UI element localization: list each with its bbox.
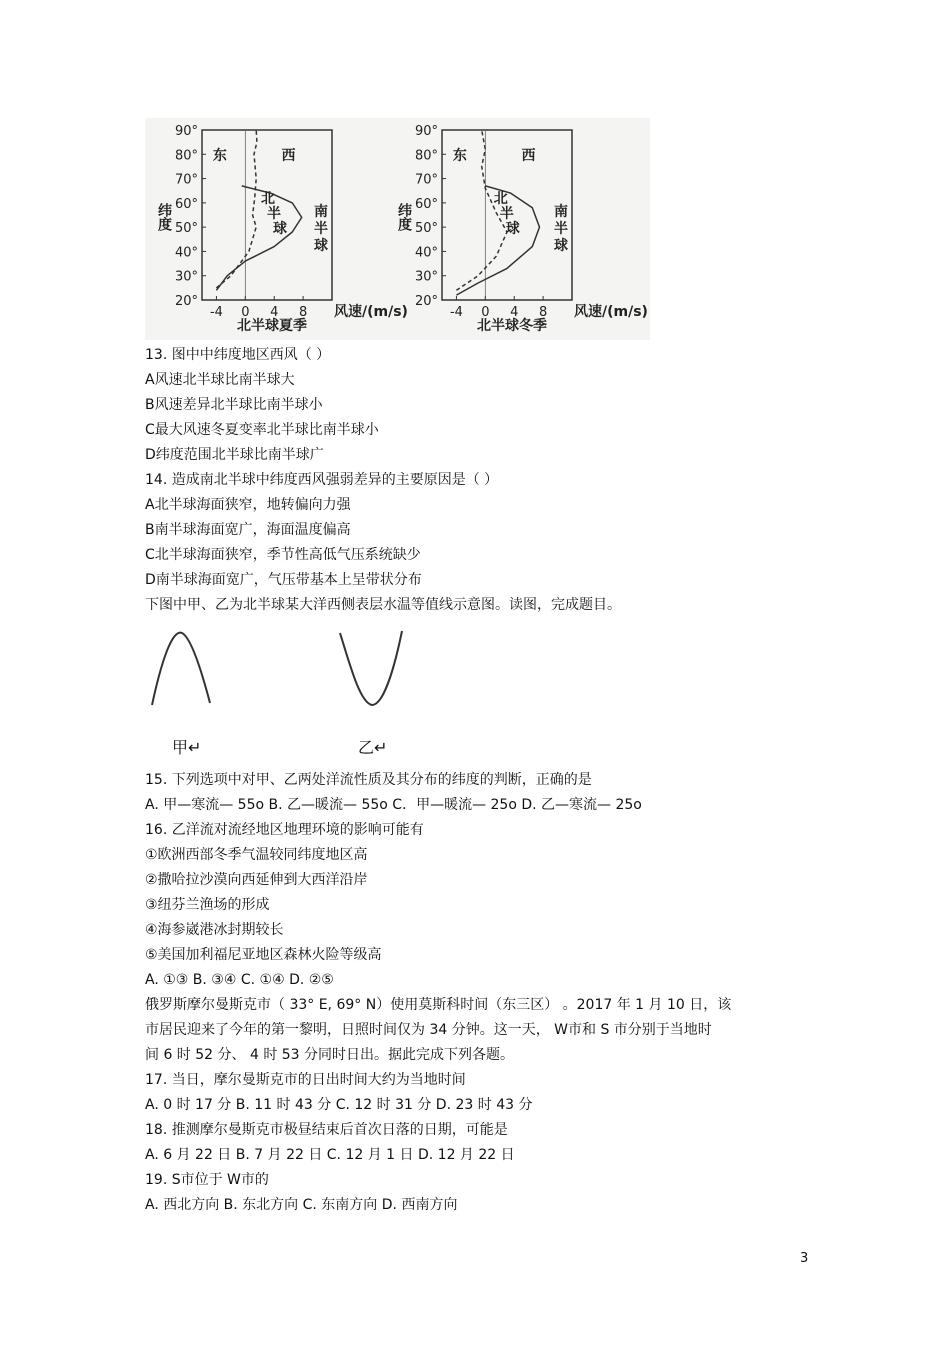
northern-hemisphere-label: 球 bbox=[273, 221, 287, 237]
x-tick-label: 4 bbox=[270, 305, 279, 320]
text-line: D南半球海面宽广，气压带基本上呈带状分布 bbox=[145, 572, 422, 588]
y-tick-label: 90° bbox=[414, 124, 438, 139]
x-tick-label: -4 bbox=[209, 305, 223, 320]
northern-hemisphere-label: 北 bbox=[493, 191, 508, 207]
yi-isotherm-curve bbox=[340, 631, 402, 705]
y-tick-label: 80° bbox=[414, 148, 438, 164]
yi-label: 乙↵ bbox=[358, 738, 388, 757]
southern-hemisphere-line bbox=[216, 186, 301, 290]
text-line: A. 甲—寒流— 55o B. 乙—暖流— 55o C．甲—暖流— 25o D. 乙—寒流— 25o bbox=[145, 797, 642, 813]
text-line: D纬度范围北半球比南半球广 bbox=[145, 447, 324, 463]
text-line: B南半球海面宽广，海面温度偏高 bbox=[145, 522, 351, 538]
text-line: 市居民迎来了今年的第一黎明，日照时间仅为 34 分钟。这一天， W市和 S 市分别于当地时 bbox=[145, 1022, 712, 1038]
jia-label: 甲↵ bbox=[172, 738, 202, 757]
text-line: ④海参崴港冰封期较长 bbox=[145, 922, 284, 938]
y-tick-label: 50° bbox=[174, 221, 198, 237]
y-tick-label: 60° bbox=[174, 196, 198, 212]
text-line: 13. 图中中纬度地区西风（ ） bbox=[145, 347, 331, 363]
east-label: 东 bbox=[452, 148, 467, 164]
text-line: A风速北半球比南半球大 bbox=[145, 372, 295, 388]
text-line: 18. 推测摩尔曼斯克市极昼结束后首次日落的日期，可能是 bbox=[145, 1122, 508, 1138]
y-tick-label: 20° bbox=[174, 294, 198, 309]
text-line: 16. 乙洋流对流经地区地理环境的影响可能有 bbox=[145, 822, 424, 838]
x-tick-label: -4 bbox=[449, 305, 463, 320]
y-tick-label: 70° bbox=[174, 172, 198, 188]
text-line: A. 0 时 17 分 B. 11 时 43 分 C. 12 时 31 分 D. 23 时 43 分 bbox=[145, 1097, 533, 1113]
x-axis-unit: 风速/(m/s) bbox=[334, 304, 408, 320]
text-line: A北半球海面狭窄，地转偏向力强 bbox=[145, 497, 351, 513]
text-line: ⑤美国加利福尼亚地区森林火险等级高 bbox=[145, 947, 382, 963]
southern-hemisphere-label: 半 bbox=[313, 221, 328, 237]
text-line: 17. 当日，摩尔曼斯克市的日出时间大约为当地时间 bbox=[145, 1072, 466, 1088]
text-line: ③纽芬兰渔场的形成 bbox=[145, 897, 270, 913]
x-tick-label: 8 bbox=[538, 305, 548, 320]
west-label: 西 bbox=[281, 148, 296, 164]
northern-hemisphere-label: 半 bbox=[267, 206, 281, 222]
y-tick-label: 20° bbox=[414, 294, 438, 309]
y-tick-label: 40° bbox=[414, 245, 438, 261]
text-line: 14. 造成南北半球中纬度西风强弱差异的主要原因是（ ） bbox=[145, 472, 499, 488]
y-tick-label: 90° bbox=[174, 124, 198, 139]
y-axis-label: 纬度 bbox=[156, 203, 172, 231]
northern-hemisphere-label: 半 bbox=[499, 206, 514, 222]
page-number: 3 bbox=[800, 1251, 809, 1266]
text-line: C北半球海面狭窄，季节性高低气压系统缺少 bbox=[145, 547, 421, 563]
x-tick-label: 0 bbox=[481, 305, 490, 320]
text-line: ①欧洲西部冬季气温较同纬度地区高 bbox=[145, 847, 368, 863]
text-line: 俄罗斯摩尔曼斯克市（ 33° E, 69° N）使用莫斯科时间（东三区） 。2017 年 1 月 10 日，该 bbox=[145, 997, 732, 1013]
southern-hemisphere-label: 南 bbox=[313, 204, 328, 220]
panel-caption: 北半球夏季 bbox=[237, 318, 307, 334]
y-tick-label: 40° bbox=[174, 245, 198, 261]
text-line: ②撒哈拉沙漠向西延伸到大西洋沿岸 bbox=[145, 872, 368, 888]
y-tick-label: 30° bbox=[174, 269, 198, 285]
x-tick-label: 4 bbox=[510, 305, 519, 320]
y-tick-label: 50° bbox=[414, 221, 438, 237]
text-line: C最大风速冬夏变率北半球比南半球小 bbox=[145, 422, 379, 438]
text-line: 15. 下列选项中对甲、乙两处洋流性质及其分布的纬度的判断，正确的是 bbox=[145, 772, 592, 788]
y-tick-label: 60° bbox=[414, 196, 438, 212]
wind-speed-charts bbox=[145, 118, 650, 340]
southern-hemisphere-label: 南 bbox=[553, 204, 568, 220]
x-tick-label: 8 bbox=[298, 305, 308, 320]
isotherm-sketches bbox=[140, 625, 420, 715]
northern-hemisphere-label: 球 bbox=[505, 221, 520, 237]
text-line: 下图中甲、乙为北半球某大洋西侧表层水温等值线示意图。读图，完成题目。 bbox=[145, 597, 621, 613]
text-line: B风速差异北半球比南半球小 bbox=[145, 397, 323, 413]
y-tick-label: 30° bbox=[414, 269, 438, 285]
text-line: A. 6 月 22 日 B. 7 月 22 日 C. 12 月 1 日 D. 12 月 22 日 bbox=[145, 1147, 515, 1163]
text-line: A. 西北方向 B. 东北方向 C. 东南方向 D. 西南方向 bbox=[145, 1197, 458, 1213]
x-tick-label: 0 bbox=[241, 305, 250, 320]
jia-isotherm-curve bbox=[152, 633, 210, 705]
panel-caption: 北半球冬季 bbox=[477, 318, 547, 334]
southern-hemisphere-label: 球 bbox=[313, 238, 328, 254]
west-label: 西 bbox=[521, 148, 536, 164]
y-tick-label: 80° bbox=[174, 148, 198, 164]
y-axis-label: 纬度 bbox=[396, 203, 412, 231]
text-line: 间 6 时 52 分、 4 时 53 分同时日出。据此完成下列各题。 bbox=[145, 1047, 515, 1063]
x-axis-unit: 风速/(m/s) bbox=[574, 304, 648, 320]
northern-hemisphere-label: 北 bbox=[261, 191, 275, 207]
southern-hemisphere-label: 球 bbox=[553, 238, 568, 254]
wind-speed-figure bbox=[145, 118, 650, 340]
y-tick-label: 70° bbox=[414, 172, 438, 188]
southern-hemisphere-label: 半 bbox=[553, 221, 568, 237]
east-label: 东 bbox=[212, 148, 227, 164]
text-line: A. ①③ B. ③④ C. ①④ D. ②⑤ bbox=[145, 972, 334, 988]
text-line: 19. S市位于 W市的 bbox=[145, 1172, 269, 1188]
